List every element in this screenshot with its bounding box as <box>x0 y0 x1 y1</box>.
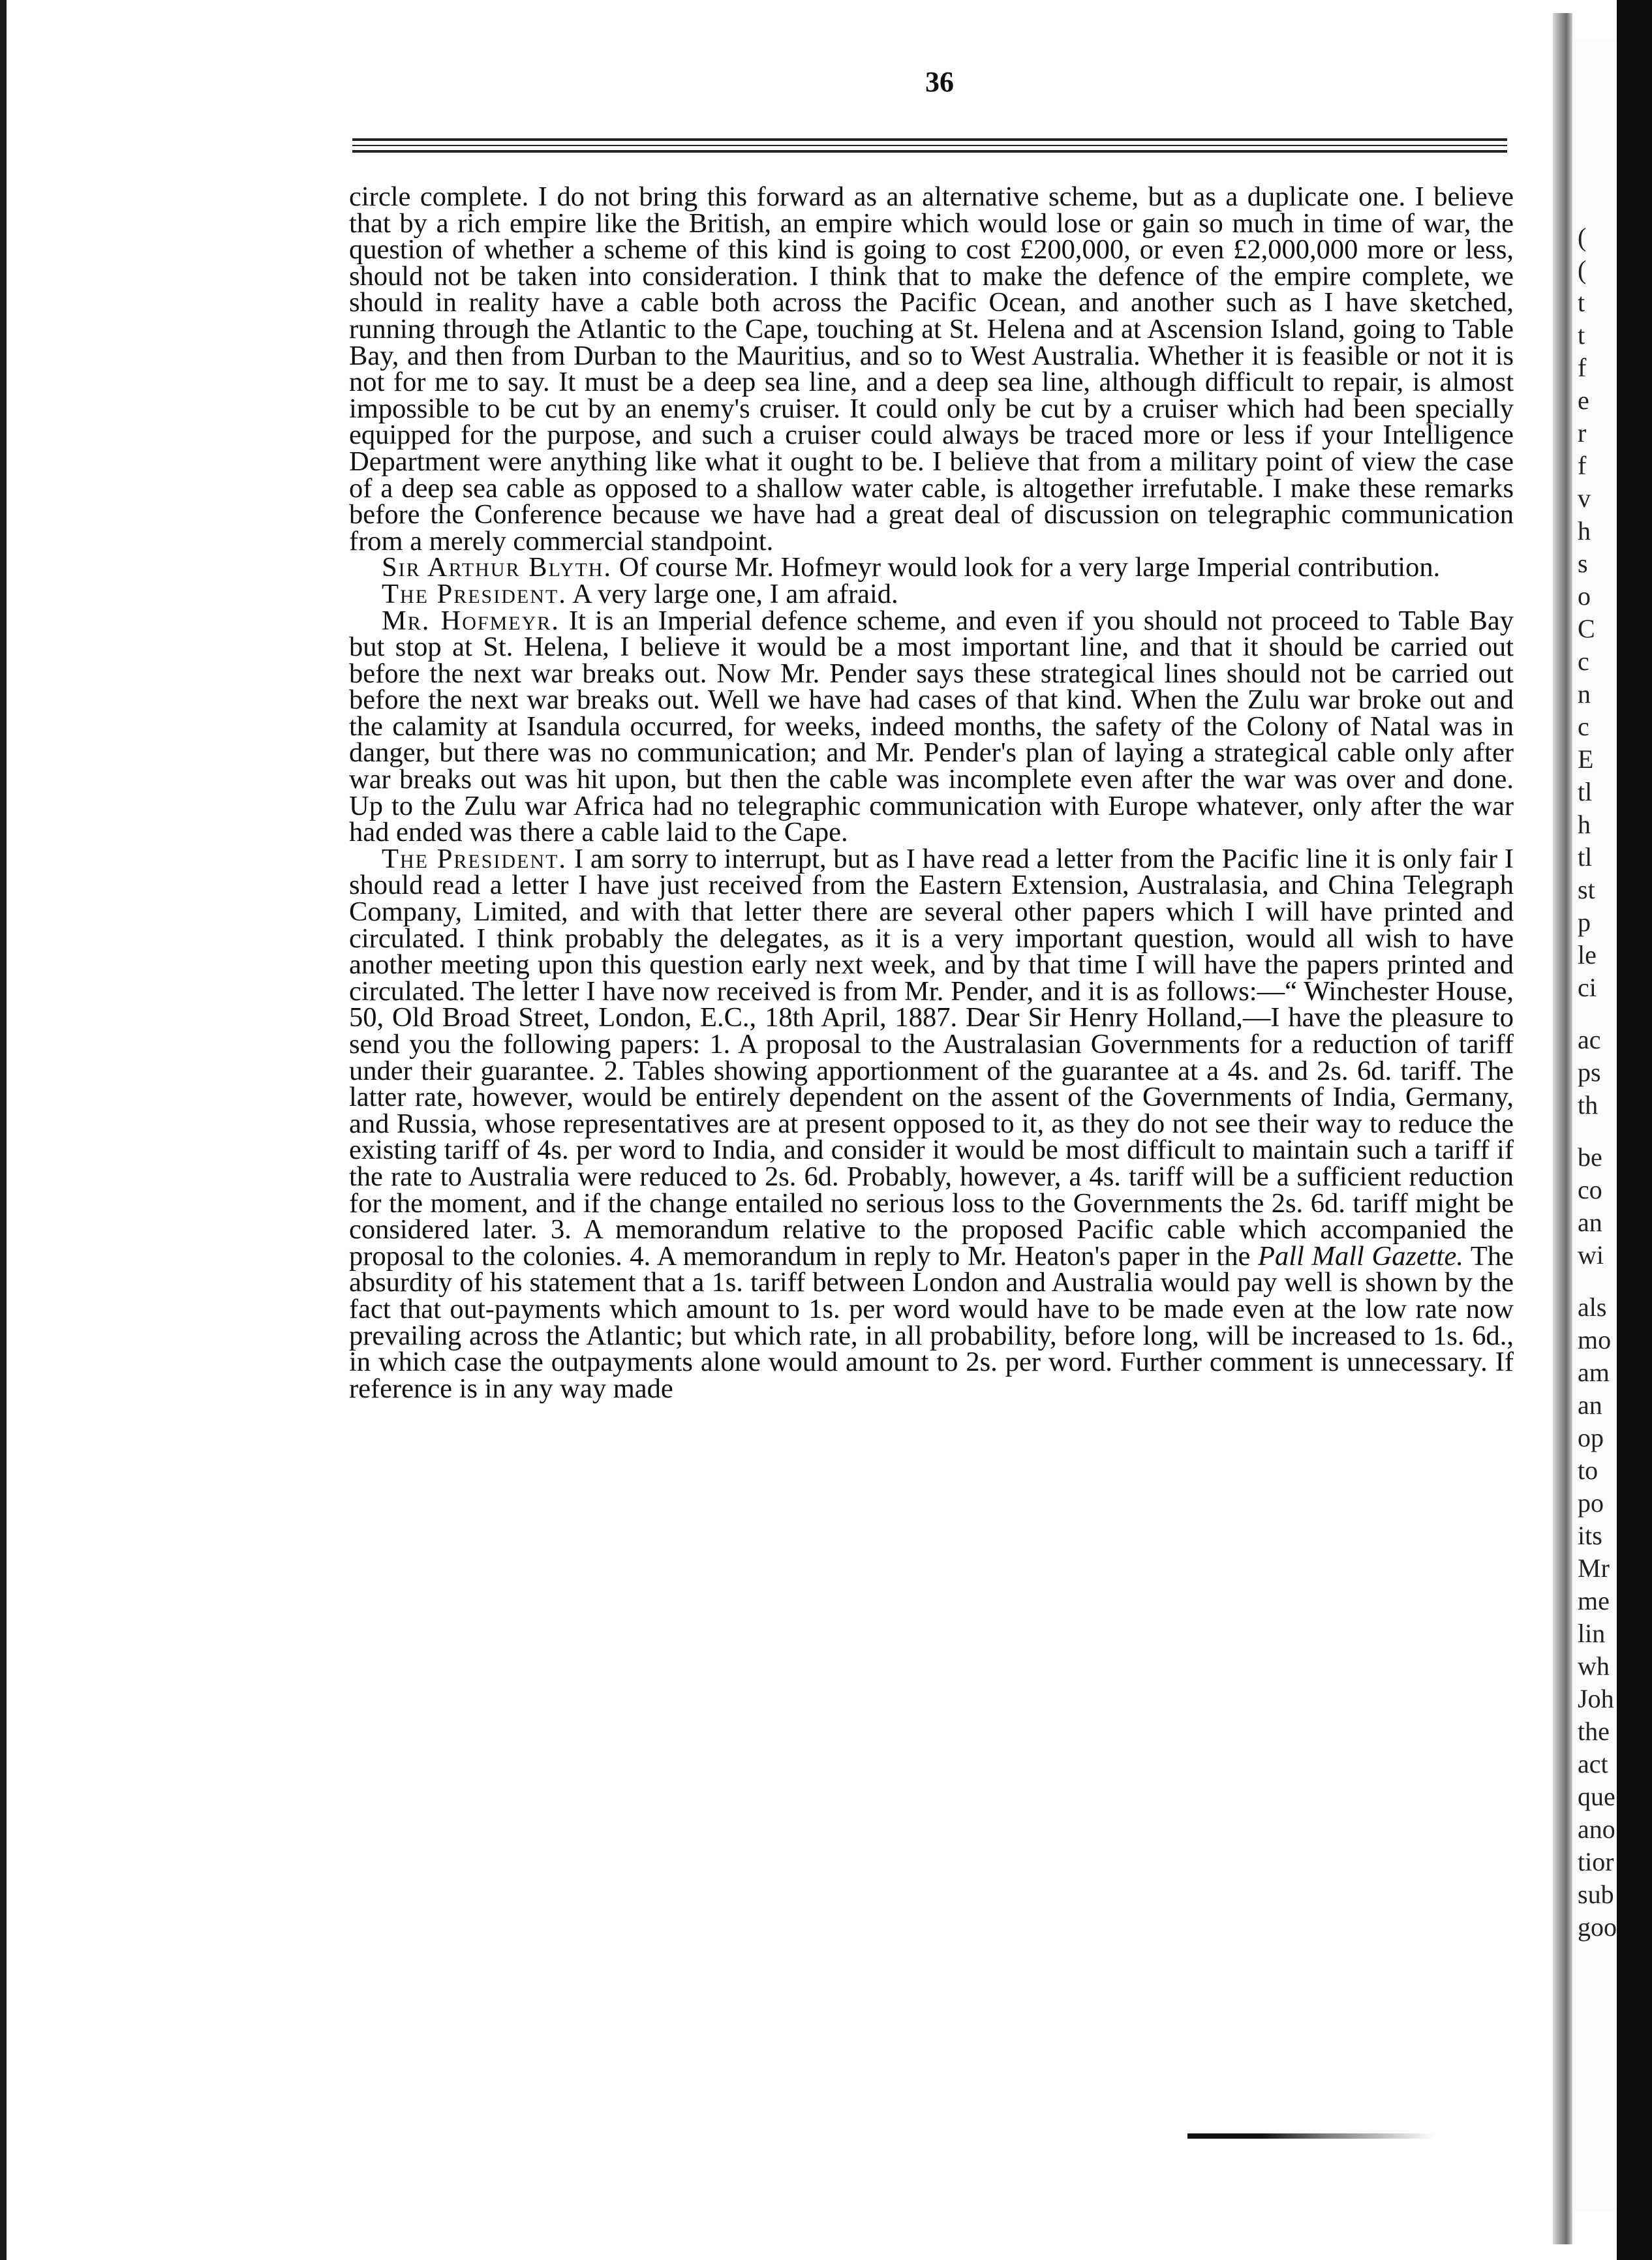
speaker-name: Sir Arthur Blyth. <box>382 552 613 583</box>
adjacent-page-fragment: o <box>1578 581 1591 611</box>
adjacent-page-fragment: ano <box>1578 1814 1615 1844</box>
adjacent-page-fragment: co <box>1578 1175 1602 1204</box>
adjacent-page-fragment: s <box>1578 549 1588 578</box>
speaker-name: Mr. Hofmeyr. <box>382 605 560 636</box>
adjacent-page-fragment: ci <box>1578 973 1597 1002</box>
adjacent-page-fragment: wh <box>1578 1651 1610 1681</box>
adjacent-page-fragment: be <box>1578 1142 1602 1172</box>
paragraph-text: circle complete. I do not bring this forward as an alternative scheme, but as a duplicate one. I believe that by a rich empire like the British, an empire which would lose or gain so much in time of war, the question of whether a scheme of this kind is going to cost £200,000, or even £2,000,000 more or less, should not be taken into consideration. I think that to make the defence of the empire complete, we should in reality have a cable both across the Pacific Ocean, and another such as I have sketched, running through the Atlantic to the Cape, touching at St. Helena and at Ascension Island, going to Table Bay, and then from Durban to the Mauritius, and so to West Australia. Whether it is feasible or not it is not for me to say. It must be a deep sea line, and a deep sea line, although difficult to repair, is almost impossible to be cut by an enemy's cruiser. It could only be cut by a cruiser which had been specially equipped for the purpose, and such a cruiser could always be traced more or less if your Intelligence Department were anything like what it ought to be. I believe that from a military point of view the case of a deep sea cable as opposed to a shallow water cable, is altogether irrefutable. I make these remarks before the Conference because we have had a great deal of discussion on telegraphic communication from a merely commercial standpoint. <box>349 181 1514 557</box>
adjacent-page-fragment: E <box>1578 744 1594 774</box>
paragraph <box>349 181 1514 557</box>
adjacent-page-fragment: goo <box>1578 1912 1617 1942</box>
adjacent-page-fragment: c <box>1578 647 1589 676</box>
adjacent-page-fragment: C <box>1578 614 1595 643</box>
adjacent-page-fragment: ( <box>1578 255 1587 284</box>
adjacent-page-fragment: que <box>1578 1782 1615 1811</box>
adjacent-page-fragment: wi <box>1578 1240 1604 1270</box>
body-text <box>349 181 1514 1404</box>
publication-title: Pall Mall Gazette. <box>1258 1240 1463 1272</box>
adjacent-page-fragment: th <box>1578 1090 1598 1120</box>
adjacent-page-fragment: po <box>1578 1488 1604 1518</box>
page-gutter-shadow <box>1553 13 1572 2244</box>
adjacent-page-fragment: als <box>1578 1292 1607 1322</box>
page-number: 36 <box>925 66 954 98</box>
adjacent-page-fragment: lin <box>1578 1619 1606 1648</box>
paragraph-text: The absurdity of his statement that a 1s. tariff between London and Australia would pay well is shown by the fact that out-payments which amount to 1s. per word would have to be made even at the low rate now prevailing across the Atlantic; but which rate, in all probability, before long, will be increased to 1s. 6d., in which case the outpayments alone would amount to 2s. per word. Further comment is unnecessary. If reference is in any way made <box>349 1240 1514 1404</box>
adjacent-page-fragment: r <box>1578 418 1587 448</box>
adjacent-page-fragment: an <box>1578 1390 1602 1420</box>
adjacent-page-strip <box>1572 39 1617 2212</box>
adjacent-page-fragment: t <box>1578 320 1585 350</box>
scan-left-edge <box>0 0 7 2260</box>
adjacent-page-fragment: tior <box>1578 1847 1614 1876</box>
adjacent-page-fragment: n <box>1578 679 1591 709</box>
adjacent-page-fragment: an <box>1578 1208 1602 1237</box>
paragraph <box>349 843 1514 1404</box>
adjacent-page-fragment: op <box>1578 1423 1604 1452</box>
adjacent-page-fragment: ac <box>1578 1025 1601 1054</box>
adjacent-page-fragment: st <box>1578 875 1595 904</box>
adjacent-page-fragment: ps <box>1578 1058 1601 1087</box>
adjacent-page-fragment: h <box>1578 810 1591 839</box>
paragraph-text: A very large one, I am afraid. <box>572 578 898 609</box>
adjacent-page-fragment: me <box>1578 1586 1610 1615</box>
adjacent-page-fragment: v <box>1578 483 1591 513</box>
adjacent-page-fragment: tl <box>1578 777 1593 806</box>
ink-smudge <box>1187 2133 1435 2139</box>
adjacent-page-fragment: to <box>1578 1456 1598 1485</box>
header-rule <box>352 145 1507 146</box>
adjacent-page-fragment: Mr <box>1578 1553 1610 1583</box>
paragraph <box>349 578 1514 609</box>
speaker-name: The President. <box>382 578 567 609</box>
adjacent-page-fragment: e <box>1578 386 1589 415</box>
paragraph <box>349 605 1514 848</box>
adjacent-page-fragment: le <box>1578 940 1597 970</box>
adjacent-page-fragment: its <box>1578 1521 1602 1550</box>
adjacent-page-fragment: the <box>1578 1717 1610 1746</box>
adjacent-page-fragment: c <box>1578 712 1589 741</box>
paragraph-text: Of course Mr. Hofmeyr would look for a very large Imperial contribution. <box>619 552 1441 583</box>
adjacent-page-fragment: mo <box>1578 1325 1612 1354</box>
header-rule <box>352 138 1507 141</box>
speaker-name: The President. <box>382 843 568 874</box>
adjacent-page-fragment: f <box>1578 353 1587 382</box>
adjacent-page-fragment: am <box>1578 1358 1610 1387</box>
paragraph <box>349 552 1514 583</box>
adjacent-page-fragment: t <box>1578 288 1585 317</box>
scan-right-edge <box>1617 0 1652 2260</box>
paragraph-text: I am sorry to interrupt, but as I have read a letter from the Pacific line it is only fair I should read a letter I have just received from the Eastern Extension, Australasia, and China Telegraph Company, Limited, and with that letter there are several other papers which I will have printed and circulated. I think probably the delegates, as it is a very important question, would all wish to have another meeting upon this question early next week, and by that time I will have the papers printed and circulated. The letter I have now received is from Mr. Pender, and it is as follows:—“ Winchester House, 50, Old Broad Street, London, E.C., 18th April, 1887. Dear Sir Henry Holland,—I have the pleasure to send you the following papers: 1. A proposal to the Australasian Governments for a reduction of tariff under their guarantee. 2. Tables showing apportionment of the guarantee at a 4s. and 2s. 6d. tariff. The latter rate, however, would be entirely dependent on the assent of the Governments of India, Germany, and Russia, whose representatives are at present opposed to it, as they do not see their way to reduce the existing tariff of 4s. per word to India, and consider it would be most difficult to maintain such a tariff if the rate to Australia were reduced to 2s. 6d. Probably, however, a 4s. tariff will be a sufficient reduction for the moment, and if the change entailed no serious loss to the Governments the 2s. 6d. tariff might be considered later. 3. A memorandum relative to the proposed Pacific cable which accompanied the proposal to the colonies. 4. A memorandum in reply to Mr. Heaton's paper in the <box>349 843 1514 1272</box>
adjacent-page-fragment: sub <box>1578 1880 1614 1909</box>
adjacent-page-fragment: p <box>1578 908 1591 937</box>
adjacent-page-fragment: act <box>1578 1749 1608 1779</box>
paragraph-text: It is an Imperial defence scheme, and even if you should not proceed to Table Bay but stop at St. Helena, I believe it would be a most important line, and that it should be carried out before the next war breaks out. Now Mr. Pender says these strategical lines should not be carried out before the next war breaks out. Well we have had cases of that kind. When the Zulu war broke out and the calamity at Isandula occurred, for weeks, indeed months, the safety of the Colony of Natal was in danger, but there was no communication; and Mr. Pender's plan of laying a strategical cable only after war breaks out was hit upon, but then the cable was incomplete even after the war was over and done. Up to the Zulu war Africa had no telegraphic communication with Europe whatever, only after the war had ended was there a cable laid to the Cape. <box>349 605 1514 848</box>
adjacent-page-fragment: tl <box>1578 842 1593 872</box>
adjacent-page-fragment: Joh <box>1578 1684 1614 1713</box>
adjacent-page-fragment: f <box>1578 451 1587 480</box>
header-rule <box>352 150 1507 153</box>
adjacent-page-fragment: ( <box>1578 222 1587 252</box>
adjacent-page-fragment: h <box>1578 516 1591 545</box>
